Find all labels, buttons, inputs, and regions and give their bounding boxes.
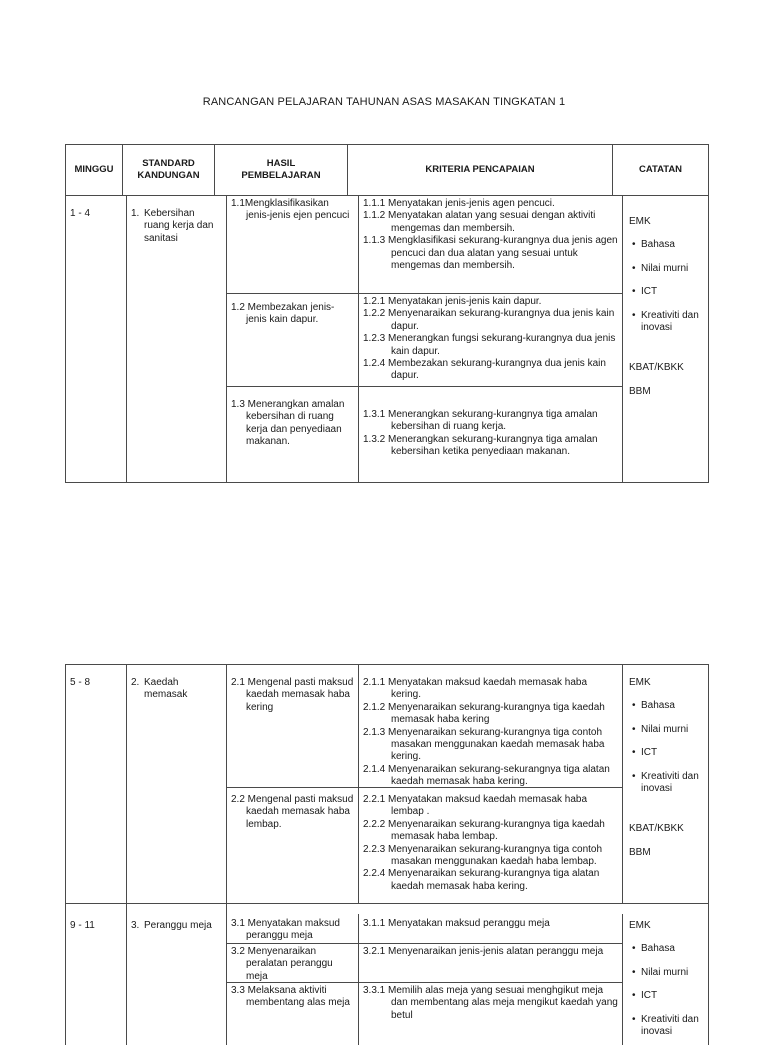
outcome-pair (227, 665, 623, 788)
bullet-icon: • (632, 943, 636, 955)
kriteria-item: 1.2.3 Menerangkan fungsi sekurang-kurangnya dua jenis kain dapur. (363, 333, 616, 357)
kriteria-item: 2.1.2 Menyenaraikan sekurang-kurangnya tiga kaedah memasak haba kering (363, 701, 605, 726)
hasil-cell (227, 983, 359, 1045)
kriteria-item: 1.1.1 Menyatakan jenis-jenis agen pencuci. (363, 198, 555, 209)
hasil-cell (227, 788, 359, 903)
bullet-text: Bahasa (641, 943, 675, 955)
kriteria-item: 2.1.3 Menyenaraikan sekurang-kurangnya tiga contoh masakan menggunakan kaedah memasak haba kering. (363, 726, 605, 763)
kriteria-cell (359, 387, 623, 482)
kriteria-item: 1.1.3 Mengklasifikasi sekurang-kurangnya dua jenis agen pencuci dan dua alatan yang sesuai untuk mengemas dan membersih. (363, 235, 618, 272)
hasil-cell (227, 294, 359, 386)
bullet-text: ICT (641, 990, 658, 1002)
minggu-cell: 5 - 8 (66, 665, 127, 903)
catatan-bullet (629, 967, 704, 979)
bullet-text: Kreativiti dan inovasi (641, 1013, 699, 1038)
catatan-cell (623, 665, 708, 903)
bullet-icon: • (632, 286, 636, 298)
standard-cell (127, 196, 227, 482)
bullet-icon: • (632, 239, 636, 251)
kriteria-item: 3.2.1 Menyenaraikan jenis-jenis alatan peranggu meja (363, 946, 604, 957)
hasil-text: 3.3 Melaksana aktiviti membentang alas meja (231, 985, 350, 1009)
catatan-kbat: KBAT/KBKK (629, 823, 684, 835)
header-kriteria-pencapaian: KRITERIA PENCAPAIAN (348, 145, 613, 195)
header-hasil-pembelajaran: HASIL PEMBELAJARAN (215, 145, 348, 195)
standard-number: 2. (131, 677, 140, 688)
catatan-emk: EMK (629, 216, 651, 227)
catatan-kbat: KBAT/KBKK (629, 362, 684, 374)
kriteria-item: 2.2.4 Menyenaraikan sekurang-kurangnya tiga alatan kaedah memasak haba kering. (363, 868, 600, 892)
catatan-bullet (629, 990, 704, 1002)
kriteria-item: 3.3.1 Memilih alas meja yang sesuai menghgikut meja dan membentang alas meja mengikut kaedah yang betul (363, 985, 618, 1021)
bullet-icon: • (632, 700, 636, 712)
table-row (66, 196, 708, 482)
catatan-bullet (629, 747, 704, 759)
hasil-cell (227, 665, 359, 787)
bullet-text: Kreativiti dan inovasi (641, 770, 699, 795)
bullet-text: ICT (641, 747, 658, 759)
catatan-bullet (629, 724, 704, 736)
hasil-cell (227, 914, 359, 943)
bullet-text: Kreativiti dan inovasi (641, 309, 699, 334)
outcome-pair (227, 904, 623, 944)
plan-table-2 (65, 664, 709, 1045)
catatan-bullet (629, 700, 704, 712)
kriteria-item: 2.1.1 Menyatakan maksud kaedah memasak haba kering. (363, 677, 588, 701)
kriteria-item: 1.1.2 Menyatakan alatan yang sesuai dengan aktiviti mengemas dan membersih. (363, 210, 596, 234)
catatan-bullet (629, 1014, 704, 1039)
catatan-cell (623, 196, 708, 482)
hasil-cell (227, 387, 359, 482)
hasil-text: 3.1 Menyatakan maksud peranggu meja (231, 918, 340, 942)
kriteria-cell (359, 914, 623, 943)
catatan-bullet (629, 239, 704, 251)
standard-number: 1. (131, 208, 140, 219)
outcome-pair (227, 196, 623, 294)
kriteria-cell (359, 294, 623, 386)
catatan-bbm: BBM (629, 846, 651, 858)
kriteria-item: 1.3.1 Menerangkan sekurang-kurangnya tiga amalan kebersihan di ruang kerja. (363, 409, 598, 433)
kriteria-item: 1.2.1 Menyatakan jenis-jenis kain dapur. (363, 296, 542, 307)
standard-cell (127, 665, 227, 903)
kriteria-cell (359, 788, 623, 903)
catatan-bullet (629, 263, 704, 275)
catatan-bullet (629, 286, 704, 298)
standard-text: Kaedah memasak (144, 677, 188, 701)
outcome-pair (227, 944, 623, 983)
kriteria-item: 1.2.2 Menyenaraikan sekurang-kurangnya dua jenis kain dapur. (363, 308, 615, 332)
table-row (66, 665, 708, 904)
standard-text: Kebersihan ruang kerja dan sanitasi (144, 208, 214, 244)
plan-table-1 (65, 144, 709, 483)
kriteria-item: 1.2.4 Membezakan sekurang-kurangnya dua jenis kain dapur. (363, 358, 606, 382)
kriteria-cell (359, 196, 623, 293)
hasil-text: 1.3 Menerangkan amalan kebersihan di ruang kerja dan penyediaan makanan. (231, 399, 345, 448)
hasil-text: 2.1 Mengenal pasti maksud kaedah memasak haba kering (231, 677, 354, 713)
outcome-pair (227, 294, 623, 387)
kriteria-item: 1.3.2 Menerangkan sekurang-kurangnya tiga amalan kebersihan ketika penyediaan makanan. (363, 433, 598, 458)
bullet-icon: • (632, 770, 636, 782)
header-standard-kandungan: STANDARD KANDUNGAN (123, 145, 215, 195)
hasil-text: 1.1Mengklasifikasikan jenis-jenis ejen pencuci (231, 198, 350, 222)
hasil-cell (227, 196, 359, 293)
hasil-cell (227, 944, 359, 982)
catatan-bullet (629, 943, 704, 955)
standard-text: Peranggu meja (144, 920, 212, 932)
header-minggu: MINGGU (66, 145, 123, 195)
catatan-emk: EMK (629, 920, 651, 931)
kriteria-cell (359, 983, 623, 1045)
bullet-icon: • (632, 262, 636, 274)
hasil-text: 3.2 Menyenaraikan peralatan peranggu meja (231, 946, 333, 982)
bullet-text: ICT (641, 286, 658, 298)
outcome-pair (227, 387, 623, 482)
minggu-cell: 1 - 4 (66, 196, 127, 482)
bullet-icon: • (632, 966, 636, 978)
document-title: RANCANGAN PELAJARAN TAHUNAN ASAS MASAKAN TINGKATAN 1 (202, 96, 566, 108)
kriteria-cell (359, 665, 623, 787)
bullet-icon: • (632, 309, 636, 321)
hasil-text: 2.2 Mengenal pasti maksud kaedah memasak haba lembap. (231, 794, 354, 830)
standard-number: 3. (131, 920, 140, 931)
catatan-bullet (629, 771, 704, 796)
kriteria-item: 2.1.4 Menyenaraikan sekurang-sekurangnya tiga alatan kaedah memasak haba kering. (363, 763, 610, 788)
kriteria-item: 2.2.3 Menyenaraikan sekurang-kurangnya tiga contoh masakan menggunakan kaedah haba lembap. (363, 843, 603, 868)
catatan-emk: EMK (629, 677, 651, 688)
kriteria-item: 3.1.1 Menyatakan maksud peranggu meja (363, 918, 550, 929)
outcome-pair (227, 983, 623, 1045)
bullet-icon: • (632, 1013, 636, 1025)
bullet-text: Nilai murni (641, 723, 689, 735)
bullet-text: Bahasa (641, 239, 675, 251)
bullet-text: Bahasa (641, 700, 675, 712)
kriteria-item: 2.2.1 Menyatakan maksud kaedah memasak haba lembap . (363, 794, 588, 818)
catatan-bullet (629, 310, 704, 335)
bullet-icon: • (632, 990, 636, 1002)
catatan-bbm: BBM (629, 385, 651, 397)
hasil-text: 1.2 Membezakan jenis-jenis kain dapur. (231, 302, 335, 326)
bullet-text: Nilai murni (641, 262, 689, 274)
kriteria-item: 2.2.2 Menyenaraikan sekurang-kurangnya tiga kaedah memasak haba lembap. (363, 818, 605, 843)
bullet-text: Nilai murni (641, 966, 689, 978)
minggu-cell: 9 - 11 (66, 904, 127, 1045)
header-catatan: CATATAN (638, 164, 683, 175)
table-header (66, 145, 708, 196)
outcome-pair (227, 788, 623, 903)
bullet-icon: • (632, 747, 636, 759)
kriteria-cell (359, 944, 623, 982)
bullet-icon: • (632, 723, 636, 735)
